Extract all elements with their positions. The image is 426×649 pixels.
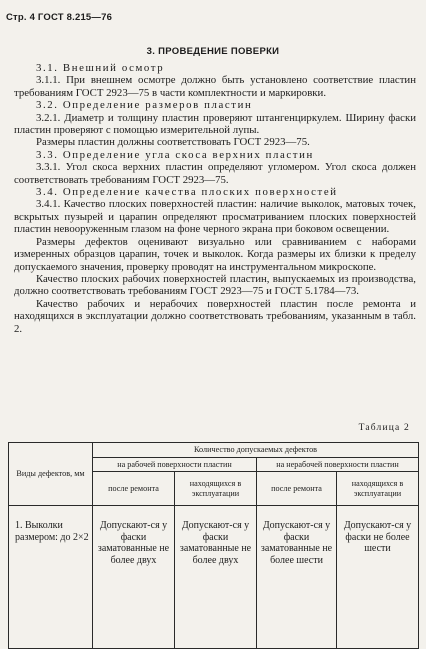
header-after-repair: после ремонта (257, 472, 337, 506)
header-after-repair: после ремонта (93, 472, 175, 506)
paragraph: 3.3.1. Угол скоса верхних пластин определяют угломером. Угол скоса должен соответствовать требованиям ГОСТ 2923—75. (14, 161, 416, 186)
paragraph: 3.4. Определение качества плоских поверхностей (36, 186, 338, 199)
paragraph: 3.3. Определение угла скоса верхних пластин (36, 148, 314, 161)
header-in-use: находящихся в эксплуатации (175, 472, 257, 506)
header-defect-types: Виды дефектов, мм (9, 443, 93, 506)
table-caption: Таблица 2 (358, 423, 410, 433)
paragraph: Размеры пластин должны соответствовать ГОСТ 2923—75. (36, 136, 310, 149)
defects-table (8, 442, 419, 649)
header-allowed-defects: Количество допускаемых дефектов (93, 443, 419, 458)
header-working-surface: на рабочей поверхности пластин (93, 457, 257, 472)
paragraph: Размеры дефектов оценивают визуально или сравниванием с наборами измеренных образцов царапин, точек и выколок. Когда размеры их близки к пределу допускаемого значения, проверку проводят на инструментальном микроскопе. (14, 235, 416, 273)
paragraph: 3.2.1. Диаметр и толщину пластин проверяют штангенциркулем. Ширину фаски пластин проверяют с помощью измерительной лупы. (14, 111, 416, 137)
page-header: Стр. 4 ГОСТ 8.215—76 (6, 12, 113, 23)
paragraph: Качество рабочих и нерабочих поверхностей пластин после ремонта и находящихся в эксплуатации должно соответствовать требованиям, указанным в табл. 2. (14, 297, 416, 335)
paragraph: 3.1.1. При внешнем осмотре должно быть установлено соответствие пластин требованиям ГОСТ 2923—75 в части комплектности и маркировки. (14, 74, 416, 99)
table-cell: Допускают-ся у фаски заматованные не более двух (93, 506, 175, 649)
paragraph: 3.2. Определение размеров пластин (36, 99, 253, 112)
body-text (14, 62, 416, 335)
table-cell: Допускают-ся у фаски не более шести (337, 506, 419, 649)
table-cell: Допускают-ся у фаски заматованные не более двух (175, 506, 257, 649)
paragraph: 3.1. Внешний осмотр (36, 62, 165, 74)
table-cell-defect: 1. Выколки размером: до 2×2 (9, 506, 93, 649)
header-nonworking-surface: на нерабочей поверхности пластин (257, 457, 419, 472)
paragraph: Качество плоских рабочих поверхностей пластин, выпускаемых из производства, должно соответствовать требованиям ГОСТ 2923—75 и ГОСТ 5.1784—73. (14, 272, 416, 298)
table-row (9, 506, 419, 649)
header-in-use: находящихся в эксплуатации (337, 472, 419, 506)
paragraph: 3.4.1. Качество плоских поверхностей пластин: наличие выколок, матовых точек, вскрытых пузырей и царапин определяют просматриванием плоских поверхностей пластин невооруженным глазом на фоне черного экрана при боковом освещении. (14, 198, 416, 236)
table-cell: Допускают-ся у фаски заматованные не более шести (257, 506, 337, 649)
section-title: 3. ПРОВЕДЕНИЕ ПОВЕРКИ (146, 46, 280, 57)
